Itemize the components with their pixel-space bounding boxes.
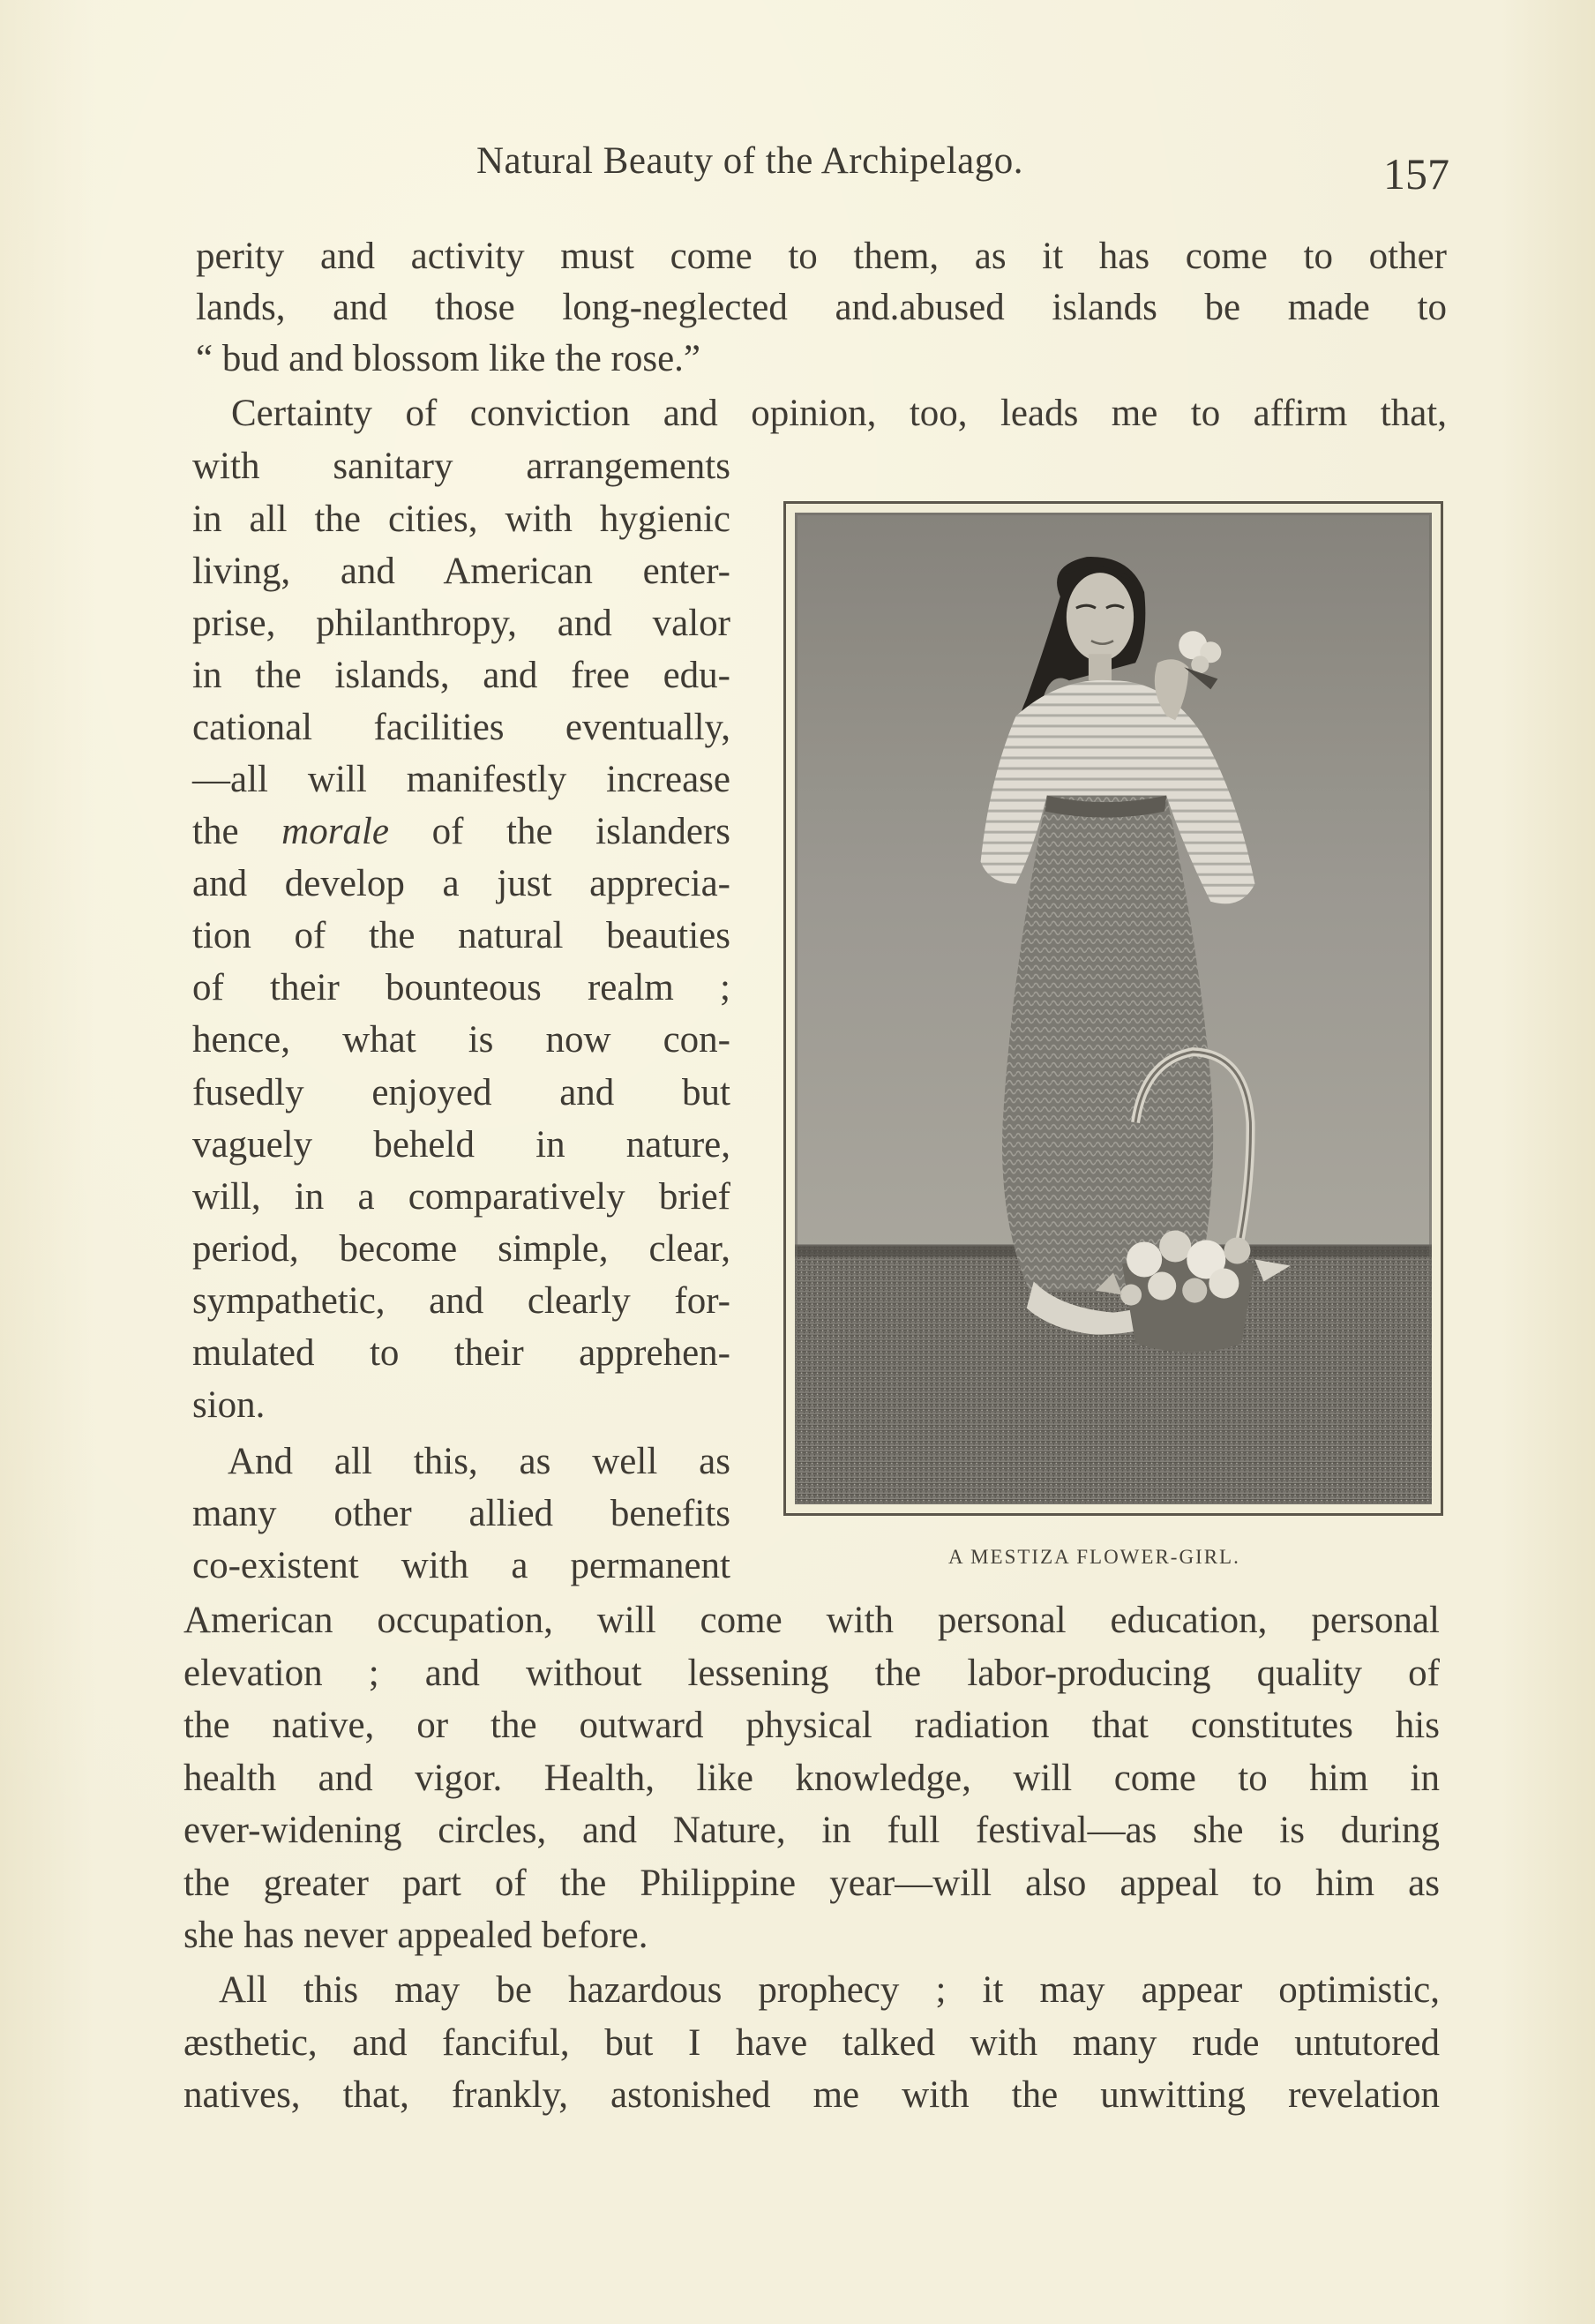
text-line: she has never appealed before. — [183, 1915, 648, 1956]
text-line: co-existent with a permanent — [192, 1545, 730, 1586]
text-line: tion of the natural beauties — [192, 915, 730, 956]
page-number: 157 — [1383, 149, 1449, 199]
text-line: of their bounteous realm ; — [192, 967, 730, 1008]
text-line: æsthetic, and fanciful, but I have talked with many rude untutored — [183, 2022, 1440, 2064]
text-line: hence, what is now con- — [192, 1019, 730, 1061]
text-line: “ bud and blossom like the rose.” — [196, 338, 701, 379]
text-line: perity and activity must come to them, as it has come to other — [196, 236, 1447, 277]
text-line: the greater part of the Philippine year—will also appeal to him as — [183, 1863, 1440, 1904]
text-line: All this may be hazardous prophecy ; it may appear optimistic, — [219, 1969, 1440, 2011]
text-line: sion. — [192, 1384, 266, 1426]
text-segment: the — [192, 811, 282, 852]
text-line: And all this, as well as — [228, 1441, 730, 1482]
running-title: Natural Beauty of the Archipelago. — [476, 140, 1023, 182]
text-line: period, become simple, clear, — [192, 1228, 730, 1270]
text-segment: of the islanders — [388, 811, 730, 852]
text-line: mulated to their apprehen- — [192, 1332, 730, 1374]
text-line: vaguely beheld in nature, — [192, 1124, 730, 1166]
flower-girl-photo — [795, 513, 1432, 1504]
text-line: prise, philanthropy, and valor — [192, 603, 730, 644]
text-line: cational facilities eventually, — [192, 707, 730, 748]
text-line: in all the cities, with hygienic — [192, 499, 730, 540]
text-line: elevation ; and without lessening the labor-producing quality of — [183, 1653, 1440, 1694]
text-line: in the islands, and free edu- — [192, 655, 730, 696]
text-line: and develop a just apprecia- — [192, 863, 730, 904]
text-line: health and vigor. Health, like knowledge, will come to him in — [183, 1758, 1440, 1799]
text-line-with-italic — [192, 806, 730, 858]
text-line: living, and American enter- — [192, 551, 730, 592]
text-line: sympathetic, and clearly for- — [192, 1280, 730, 1322]
text-line: fusedly enjoyed and but — [192, 1072, 730, 1113]
text-line: the native, or the outward physical radiation that constitutes his — [183, 1705, 1440, 1746]
text-line: —all will manifestly increase — [192, 759, 730, 800]
text-line: many other allied benefits — [192, 1493, 730, 1534]
text-line: American occupation, will come with personal education, personal — [183, 1600, 1440, 1641]
figure-caption: A MESTIZA FLOWER-GIRL. — [948, 1546, 1240, 1568]
photo-frame — [783, 501, 1443, 1516]
text-line: Certainty of conviction and opinion, too, leads me to affirm that, — [231, 393, 1447, 434]
italic-word: morale — [281, 811, 389, 852]
text-line: will, in a comparatively brief — [192, 1176, 730, 1218]
text-line: with sanitary arrangements — [192, 446, 730, 487]
text-line: ever-widening circles, and Nature, in full festival—as she is during — [183, 1810, 1440, 1851]
text-line: natives, that, frankly, astonished me with the unwitting revelation — [183, 2074, 1440, 2116]
text-line: lands, and those long-neglected and.abused islands be made to — [196, 287, 1447, 328]
